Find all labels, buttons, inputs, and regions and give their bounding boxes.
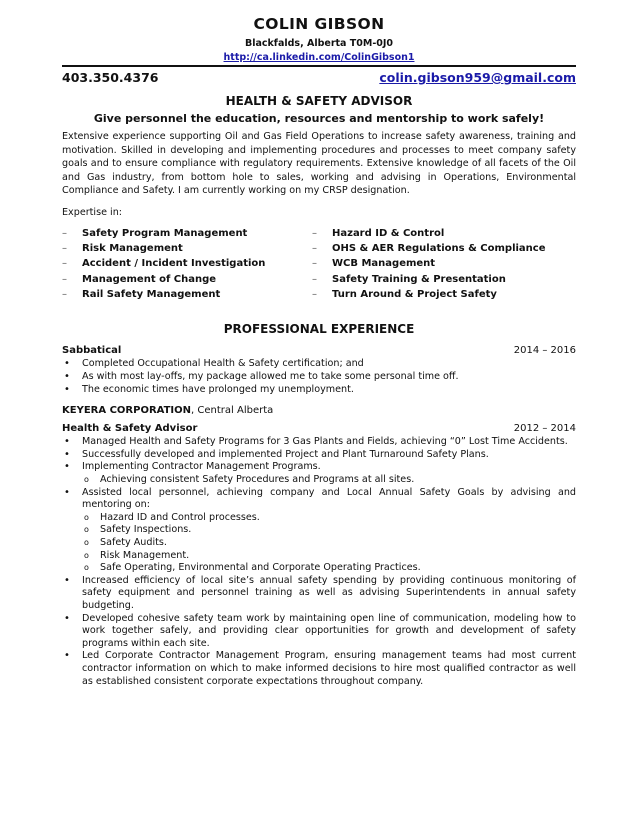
sub-item: o Safe Operating, Environmental and Corporate Operating Practices. bbox=[82, 562, 576, 575]
skill-item: – Accident / Incident Investigation bbox=[62, 256, 312, 271]
expertise-label: Expertise in: bbox=[62, 206, 123, 218]
sub-item: o Safety Inspections. bbox=[82, 524, 576, 537]
skill-item: – WCB Management bbox=[312, 256, 546, 271]
skills-list bbox=[62, 226, 576, 303]
tagline: Give personnel the education, resources and mentorship to work safely! bbox=[93, 112, 545, 125]
skill-item: – Risk Management bbox=[62, 241, 312, 256]
sub-item: o Achieving consistent Safety Procedures and Programs at all sites. bbox=[82, 474, 576, 487]
bullet-item: • Completed Occupational Health & Safety certification; and bbox=[62, 358, 576, 371]
skill-item: – Safety Training & Presentation bbox=[312, 272, 546, 287]
bullet-item: • Successfully developed and implemented Project and Plant Turnaround Safety Plans. bbox=[62, 449, 576, 462]
phone-number: 403.350.4376 bbox=[62, 70, 159, 85]
job-title: HEALTH & SAFETY ADVISOR bbox=[225, 94, 413, 108]
bullet-item: • As with most lay-offs, my package allowed me to take some personal time off. bbox=[62, 371, 576, 384]
section-title-experience: PROFESSIONAL EXPERIENCE bbox=[223, 322, 415, 337]
bullet-item: • Developed cohesive safety team work by maintaining open line of communication, modeling how to work together safely, and providing clear opportunities for growth and development of safety programs within each site. bbox=[62, 613, 576, 651]
job-dates: 2012 – 2014 bbox=[513, 423, 576, 435]
bullet-item: • Managed Health and Safety Programs for 3 Gas Plants and Fields, achieving “0” Lost Time Accidents. bbox=[62, 436, 576, 449]
sub-item: o Safety Audits. bbox=[82, 537, 576, 550]
linkedin-link[interactable]: http://ca.linkedin.com/ColinGibson1 bbox=[223, 52, 415, 63]
skills-left-column bbox=[62, 226, 312, 303]
job-dates: 2014 – 2016 bbox=[513, 345, 576, 357]
skill-item: – Hazard ID & Control bbox=[312, 226, 546, 241]
sabbatical-bullets bbox=[62, 358, 576, 396]
job-header-sabbatical bbox=[62, 344, 576, 358]
bullet-item: • Led Corporate Contractor Management Program, ensuring management teams had most current contractor information on which to make informed decisions to hire most qualified contractor as well as established consistent corporate expectations throughout company. bbox=[62, 650, 576, 688]
skill-item: – Turn Around & Project Safety bbox=[312, 287, 546, 302]
job-role: Health & Safety Advisor bbox=[62, 423, 198, 435]
skill-item: – OHS & AER Regulations & Compliance bbox=[312, 241, 546, 256]
sub-item: o Hazard ID and Control processes. bbox=[82, 512, 576, 525]
sub-list bbox=[82, 512, 576, 575]
email-link[interactable]: colin.gibson959@gmail.com bbox=[379, 70, 576, 85]
job-role: Sabbatical bbox=[62, 345, 122, 357]
skill-item: – Safety Program Management bbox=[62, 226, 312, 241]
skill-item: – Rail Safety Management bbox=[62, 287, 312, 302]
bullet-item bbox=[62, 461, 576, 486]
skill-item: – Management of Change bbox=[62, 272, 312, 287]
resume-page bbox=[62, 14, 576, 688]
bullet-text: Implementing Contractor Management Programs. bbox=[82, 461, 321, 473]
company-line bbox=[62, 404, 576, 418]
contact-bar bbox=[62, 65, 576, 87]
company-name: KEYERA CORPORATION bbox=[62, 405, 192, 417]
bullet-item: • The economic times have prolonged my unemployment. bbox=[62, 384, 576, 397]
bullet-text: Assisted local personnel, achieving company and Local Annual Safety Goals by advising and mentoring on: bbox=[82, 486, 576, 511]
sub-list bbox=[82, 474, 576, 487]
summary-paragraph: Extensive experience supporting Oil and Gas Field Operations to increase safety awareness, training and motivation. Skilled in developing and implementing procedures and processes to meet company safety goals and to ensure compliance with regulatory requirements. Extensive knowledge of all facets of the Oil and Gas industry, from bottom hole to sales, working and advising in Operations, Environmental Compliance and Safety. I am currently working on my CRSP designation. bbox=[62, 131, 576, 196]
candidate-name: COLIN GIBSON bbox=[253, 15, 385, 33]
bullet-item: • Increased efficiency of local site’s annual safety spending by providing continuous monitoring of safety equipment and personnel training as well as advising Superintendents in annual safety budgeting. bbox=[62, 575, 576, 613]
keyera-bullets bbox=[62, 436, 576, 688]
bullet-item bbox=[62, 487, 576, 575]
skills-right-column bbox=[312, 226, 546, 303]
sub-item: o Risk Management. bbox=[82, 550, 576, 563]
job-header-keyera bbox=[62, 422, 576, 436]
address: Blackfalds, Alberta T0M-0J0 bbox=[244, 38, 394, 49]
company-location: , Central Alberta bbox=[191, 405, 274, 417]
